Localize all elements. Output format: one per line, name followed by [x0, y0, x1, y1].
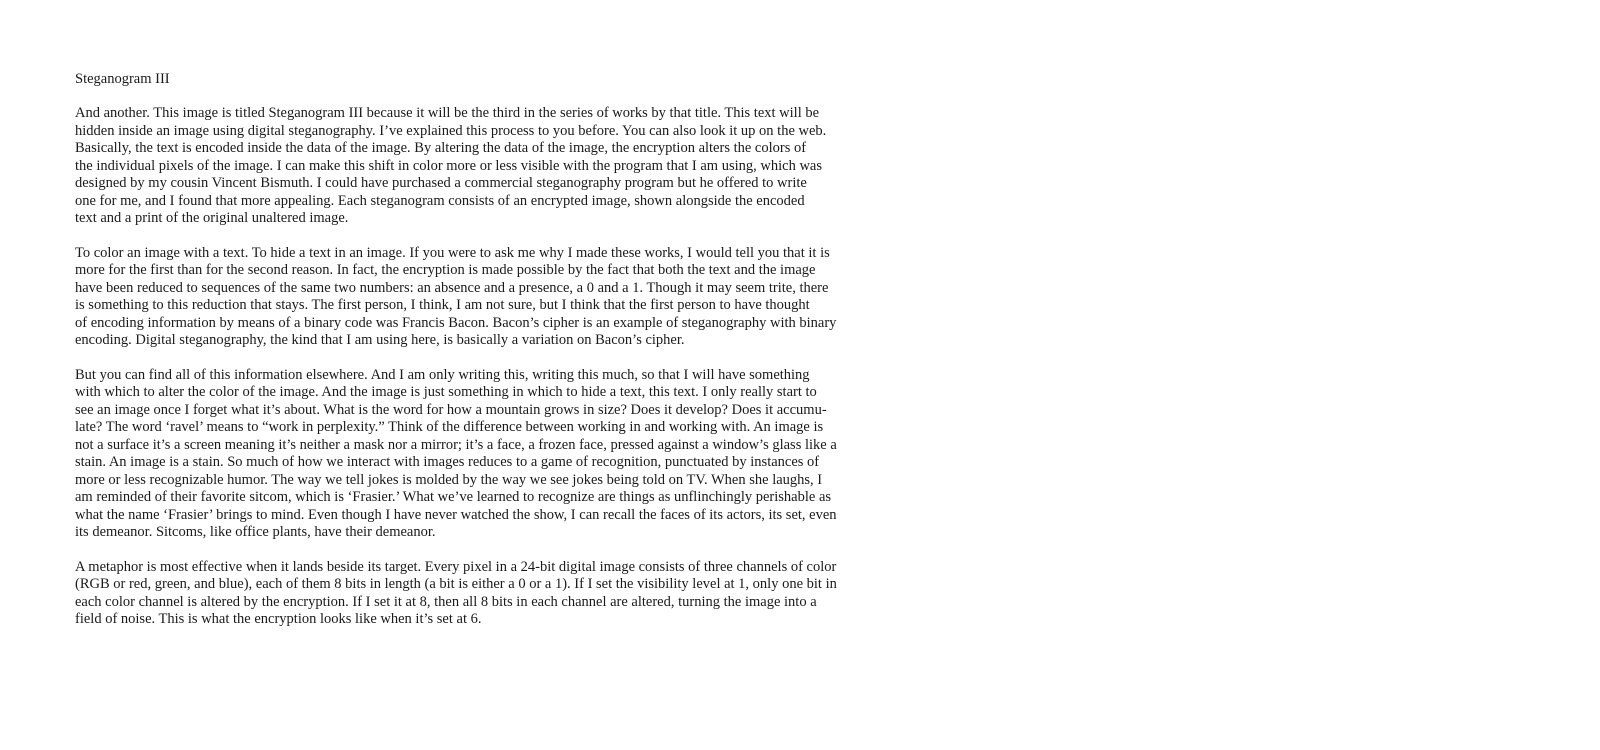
document-title: Steganogram III: [75, 71, 170, 87]
paragraph-4: A metaphor is most effective when it lands beside its target. Every pixel in a 24-bit digital image consists of three channels of color (RGB or red, green, and blue), each of them 8 bits in length (a bit is either a 0 or a 1). If I set the visibility level at 1, only one bit in each color channel is altered by the encryption. If I set it at 8, then all 8 bits in each channel are altered, turning the image into a field of noise. This is what the encryption looks like when it’s set at 6.: [75, 558, 837, 627]
paragraph-3: But you can find all of this information elsewhere. And I am only writing this, writing this much, so that I will have something with which to alter the color of the image. And the image is just something in which to hide a text, this text. I only really start to see an image once I forget what it’s about. What is the word for how a mountain grows in size? Does it develop? Does it accumu- late? The word ‘ravel’ means to “work in perplexity.” Think of the difference between working in and working with. An image is not a surface it’s a screen meaning it’s neither a mask nor a mirror; it’s a face, a frozen face, pressed against a window’s glass like a stain. An image is a stain. So much of how we interact with images reduces to a game of recognition, punctuated by instances of more or less recognizable humor. The way we tell jokes is molded by the way we see jokes being told on TV. When she laughs, I am reminded of their favorite sitcom, which is ‘Frasier.’ What we’ve learned to recognize are things as unflinchingly perishable as what the name ‘Frasier’ brings to mind. Even though I have never watched the show, I can recall the faces of its actors, its set, even its demeanor. Sitcoms, like office plants, have their demeanor.: [75, 366, 837, 540]
paragraph-2: To color an image with a text. To hide a text in an image. If you were to ask me why I made these works, I would tell you that it is more for the first than for the second reason. In fact, the encryption is made possible by the fact that both the text and the image have been reduced to sequences of the same two numbers: an absence and a presence, a 0 and a 1. Though it may seem trite, there is something to this reduction that stays. The first person, I think, I am not sure, but I think that the first person to have thought of encoding information by means of a binary code was Francis Bacon. Bacon’s cipher is an example of steganography with binary encoding. Digital steganography, the kind that I am using here, is basically a variation on Bacon’s cipher.: [75, 244, 837, 348]
paragraph-1: And another. This image is titled Steganogram III because it will be the third in the series of works by that title. This text will be hidden inside an image using digital steganography. I’ve explained this process to you before. You can also look it up on the web. Basically, the text is encoded inside the data of the image. By altering the data of the image, the encryption alters the colors of the individual pixels of the image. I can make this shift in color more or less visible with the program that I am using, which was designed by my cousin Vincent Bismuth. I could have purchased a commercial steganography program but he offered to write one for me, and I found that more appealing. Each steganogram consists of an encrypted image, shown alongside the encoded text and a print of the original unaltered image.: [75, 105, 827, 226]
document-page: [75, 70, 845, 646]
